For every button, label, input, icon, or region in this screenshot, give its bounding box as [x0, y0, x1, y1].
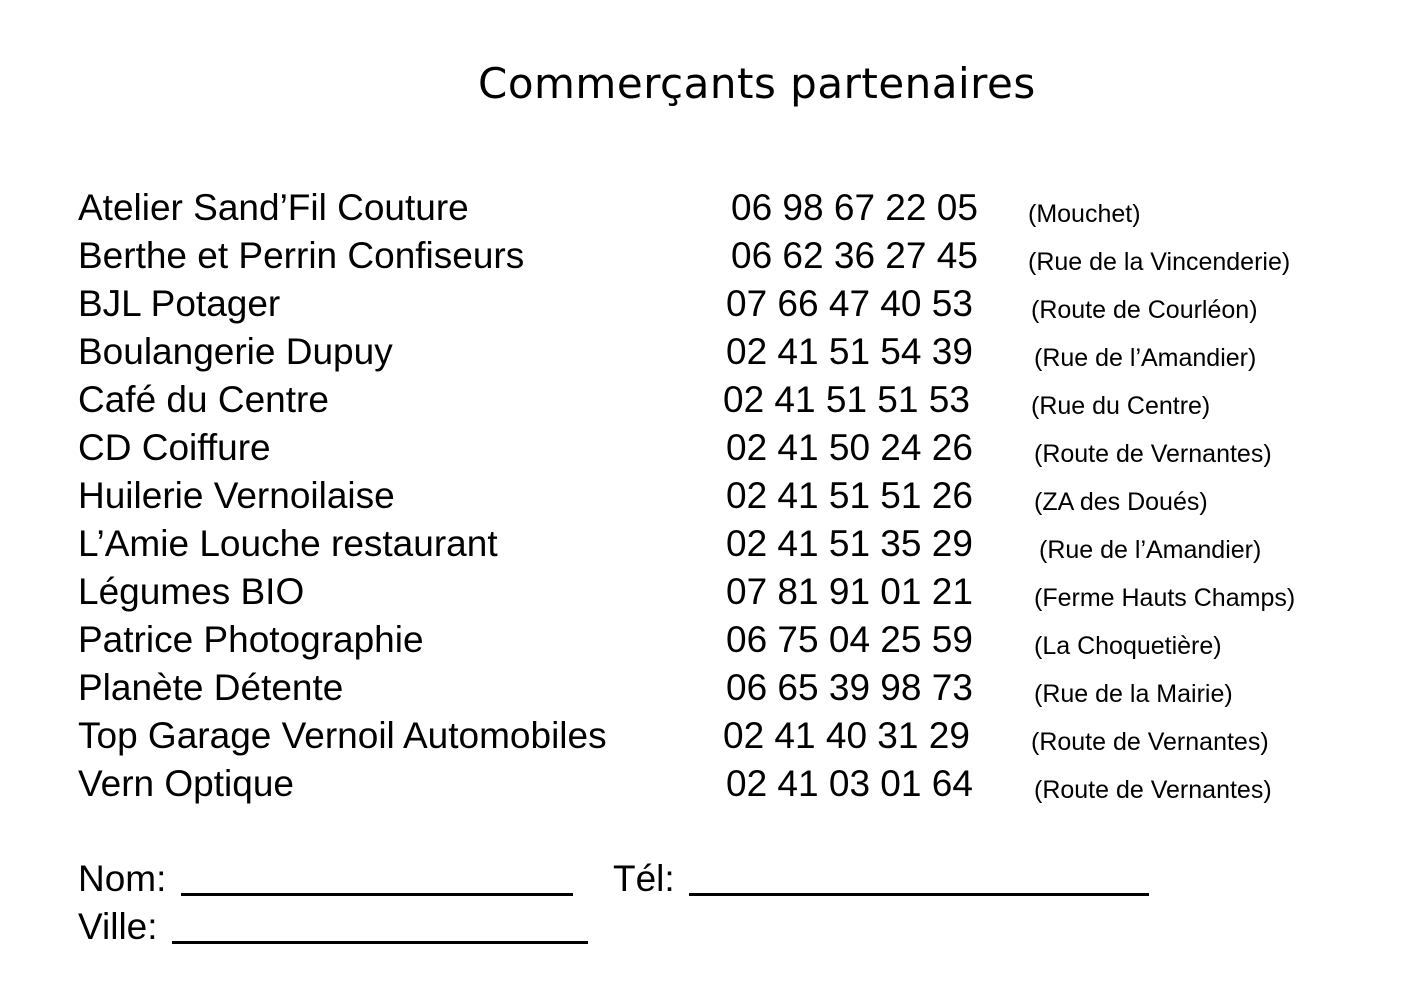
merchant-phone: 06 65 39 98 73	[726, 667, 973, 708]
merchant-name: BJL Potager	[78, 283, 281, 324]
tel-label: Tél:	[613, 858, 675, 899]
merchant-location: (Route de Vernantes)	[1034, 440, 1272, 468]
merchant-phone: 02 41 03 01 64	[726, 763, 973, 804]
merchant-name: Boulangerie Dupuy	[78, 331, 393, 372]
merchant-name: Patrice Photographie	[78, 619, 424, 660]
merchant-name: Berthe et Perrin Confiseurs	[78, 235, 525, 276]
merchant-location: (Route de Vernantes)	[1034, 776, 1272, 804]
merchant-phone: 06 62 36 27 45	[731, 235, 978, 276]
merchant-location: (ZA des Doués)	[1034, 488, 1208, 516]
list-item	[0, 760, 1417, 808]
merchant-location: (Rue de l’Amandier)	[1039, 536, 1262, 564]
merchant-name: Huilerie Vernoilaise	[78, 475, 395, 516]
merchant-phone: 06 75 04 25 59	[726, 619, 973, 660]
merchant-name: CD Coiffure	[78, 427, 271, 468]
merchant-phone: 07 66 47 40 53	[726, 283, 973, 324]
merchant-location: (Route de Courléon)	[1031, 296, 1258, 324]
merchant-phone: 02 41 51 51 26	[726, 475, 973, 516]
list-item	[0, 520, 1417, 568]
merchant-name: Vern Optique	[78, 763, 294, 804]
merchant-list	[0, 184, 1417, 808]
merchant-location: (Ferme Hauts Champs)	[1034, 584, 1296, 612]
merchant-phone: 02 41 51 35 29	[726, 523, 973, 564]
list-item	[0, 376, 1417, 424]
merchant-phone: 02 41 40 31 29	[723, 715, 970, 756]
list-item	[0, 280, 1417, 328]
merchant-name: Planète Détente	[78, 667, 344, 708]
merchant-name: Légumes BIO	[78, 571, 305, 612]
merchant-phone: 06 98 67 22 05	[731, 187, 978, 228]
merchant-name: Café du Centre	[78, 379, 329, 420]
nom-line	[78, 855, 573, 903]
list-item	[0, 184, 1417, 232]
merchant-location: (La Choquetière)	[1034, 632, 1222, 660]
page-title: Commerçants partenaires	[478, 59, 1036, 108]
list-item	[0, 712, 1417, 760]
list-item	[0, 424, 1417, 472]
merchant-location: (Mouchet)	[1028, 200, 1141, 228]
ville-field[interactable]	[172, 903, 588, 944]
nom-field[interactable]	[181, 855, 573, 896]
merchant-location: (Rue de la Vincenderie)	[1028, 248, 1291, 276]
merchant-phone: 02 41 51 51 53	[723, 379, 970, 420]
merchant-phone: 02 41 50 24 26	[726, 427, 973, 468]
list-item	[0, 616, 1417, 664]
ville-label: Ville:	[78, 906, 158, 947]
tel-line	[613, 855, 1149, 903]
merchant-phone: 02 41 51 54 39	[726, 331, 973, 372]
ville-line	[78, 903, 588, 951]
list-item	[0, 328, 1417, 376]
merchant-phone: 07 81 91 01 21	[726, 571, 973, 612]
list-item	[0, 232, 1417, 280]
list-item	[0, 664, 1417, 712]
merchant-name: Top Garage Vernoil Automobiles	[78, 715, 607, 756]
merchant-location: (Rue du Centre)	[1031, 392, 1211, 420]
merchant-location: (Route de Vernantes)	[1031, 728, 1269, 756]
merchant-location: (Rue de l’Amandier)	[1034, 344, 1257, 372]
tel-field[interactable]	[689, 855, 1149, 896]
list-item	[0, 568, 1417, 616]
merchant-location: (Rue de la Mairie)	[1034, 680, 1233, 708]
nom-label: Nom:	[78, 858, 167, 899]
merchant-name: Atelier Sand’Fil Couture	[78, 187, 469, 228]
merchant-name: L’Amie Louche restaurant	[78, 523, 498, 564]
list-item	[0, 472, 1417, 520]
